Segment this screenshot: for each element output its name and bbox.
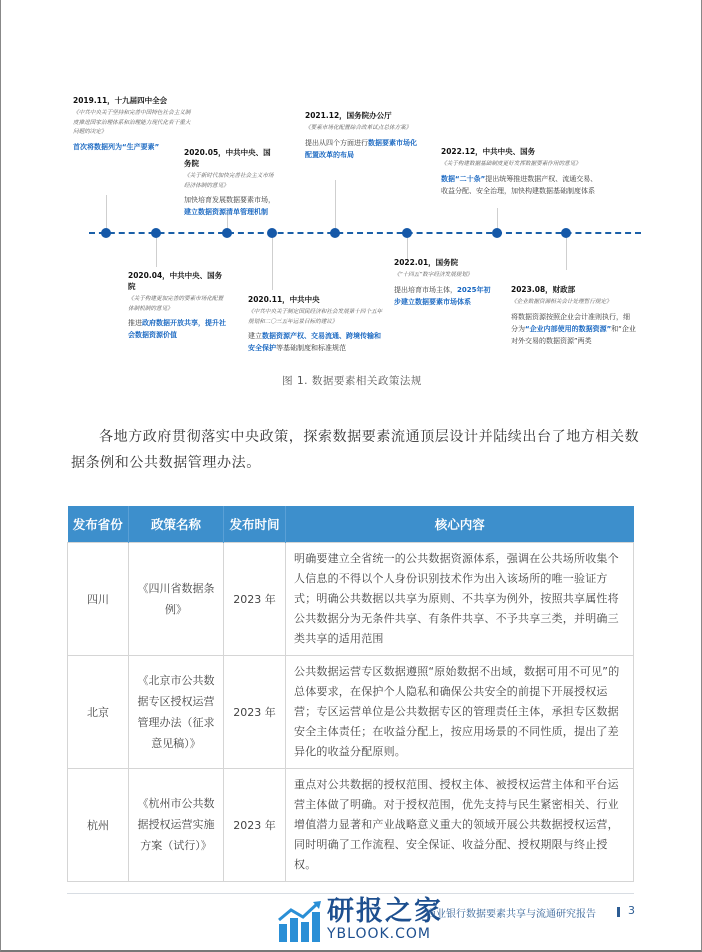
event-document: 《要素市场化配置综合改革试点总体方案》 [305, 125, 412, 131]
cell-core-content: 重点对公共数据的授权范围、授权主体、被授权运营主体和平台运营主体做了明确。对于授权范围，优先支持与民生紧密相关、行业增值潜力显著和产业战略意义重大的领域开展公共数据授权运营，同时明确了工作流程、安全保证、收益分配、授权期限与终止授权。 [286, 768, 634, 881]
body-paragraph: 各地方政府贯彻落实中央政策，探索数据要素流通顶层设计并陆续出台了地方相关数据条例和公共数据管理办法。 [71, 429, 640, 471]
event-document: 《企业数据资源相关会计处理暂行规定》 [511, 299, 612, 305]
event-description: 将数据资源按照企业会计准则执行，细分为“企业内部使用的数据资源”和“企业对外交易的数据资源”两类 [511, 312, 636, 345]
cell-release-time: 2023 年 [224, 768, 286, 881]
cell-policy-name: 《四川省数据条例》 [129, 542, 224, 655]
figure-caption: 图 1. 数据要素相关政策法规 [282, 375, 422, 387]
cell-policy-name: 《杭州市公共数据授权运营实施方案（试行）》 [129, 768, 224, 881]
cell-core-content: 公共数据运营专区数据遵照“原始数据不出域，数据可用不可见”的总体要求，在保护个人隐私和确保公共安全的前提下开展授权运营；专区运营单位是公共数据专区的管理责任主体，承担专区数据安全主体责任；在收益分配上，按应用场景的不同性质，提出了差异化的收益分配原则。 [286, 655, 634, 768]
event-description: 加快培育发展数据要素市场，建立数据资源清单管理机制 [184, 196, 275, 216]
cell-province: 四川 [68, 542, 129, 655]
timeline-event [184, 147, 276, 218]
table-header-row [68, 506, 634, 542]
timeline-dot [151, 228, 161, 238]
timeline-event [305, 110, 423, 161]
table-row [68, 768, 634, 881]
event-date: 2020.04，中共中央、国务院 [128, 271, 223, 291]
policy-timeline [1, 0, 702, 360]
header-release-time: 发布时间 [224, 506, 286, 542]
event-document: 《关于构建数据基础制度更好发挥数据要素作用的意见》 [441, 161, 581, 167]
footer-divider [67, 893, 634, 894]
event-document: 《中共中央关于制定国民经济和社会发展第十四个五年规划和二〇三五年远景目标的建议》 [248, 309, 383, 325]
page-number: 3 [628, 904, 635, 917]
cell-province: 北京 [68, 655, 129, 768]
footer-separator [617, 907, 620, 917]
cell-release-time: 2023 年 [224, 655, 286, 768]
cell-core-content: 明确要建立全省统一的公共数据资源体系，强调在公共场所收集个人信息的不得以个人身份识别技术作为出入该场所的唯一验证方式；明确公共数据以共享为原则、不共享为例外，按照共享属性将公共数据分为无条件共享、有条件共享、不予共享三类，并明确三类共享的适用范围 [286, 542, 634, 655]
event-description: 提出从四个方面进行数据要素市场化配置改革的布局 [305, 138, 417, 159]
timeline-stem [497, 208, 498, 230]
event-document: 《中共中央关于坚持和完善中国特色社会主义制度推进国家治理体系和治理能力现代化若干重大问题的决定》 [73, 110, 191, 135]
timeline-dot [492, 228, 502, 238]
timeline-dot [101, 228, 111, 238]
cell-policy-name: 《北京市公共数据专区授权运营管理办法（征求意见稿）》 [129, 655, 224, 768]
timeline-stem [272, 235, 273, 290]
timeline-dot [222, 228, 232, 238]
event-description: 数据“二十条”提出统筹推进数据产权、流通交易、收益分配、安全治理，加快构建数据基础制度体系 [441, 174, 598, 195]
timeline-dot [267, 228, 277, 238]
event-date: 2022.01，国务院 [394, 258, 459, 267]
timeline-stem [106, 195, 107, 230]
event-description: 建立数据资源产权、交易流通、跨境传输和安全保护等基础制度和标准规范 [248, 332, 381, 352]
logo-chinese: 研报之家 [327, 896, 443, 927]
timeline-stem [566, 235, 567, 270]
event-date: 2020.11，中共中央 [248, 295, 320, 304]
timeline-dot [561, 228, 571, 238]
timeline-event [128, 270, 228, 341]
event-description: 提出培育市场主体，2025年初步建立数据要素市场体系 [394, 285, 491, 306]
timeline-event [394, 257, 494, 308]
event-document: 《“十四五”数字经济发展规划》 [394, 272, 473, 278]
timeline-stem [335, 180, 336, 230]
event-description: 推进政府数据开放共享，提升社会数据资源价值 [128, 319, 226, 339]
timeline-event [511, 284, 636, 347]
header-province: 发布省份 [68, 506, 129, 542]
table-row [68, 542, 634, 655]
timeline-event [248, 294, 383, 354]
timeline-dot [330, 228, 340, 238]
event-date: 2022.12，中共中央、国务 [441, 147, 536, 156]
timeline-stem [156, 235, 157, 267]
policy-table [67, 506, 634, 882]
table-row [68, 655, 634, 768]
event-document: 《关于构建更加完善的要素市场化配置体制机制的意见》 [128, 296, 224, 312]
logo-english: YBLOOK.COM [327, 926, 432, 942]
timeline-dot [402, 228, 412, 238]
event-date: 2021.12，国务院办公厅 [305, 111, 392, 120]
header-policy-name: 政策名称 [129, 506, 224, 542]
timeline-axis [89, 232, 641, 234]
event-date: 2020.05，中共中央、国务院 [184, 148, 271, 168]
report-title: 商业银行数据要素共享与流通研究报告 [426, 909, 596, 920]
chart-growth-icon [277, 900, 323, 942]
event-date: 2019.11，十九届四中全会 [73, 96, 168, 105]
timeline-event [441, 146, 601, 197]
site-logo[interactable] [277, 898, 443, 942]
event-description: 首次将数据列为“生产要素” [73, 142, 160, 151]
event-date: 2023.08，财政部 [511, 285, 576, 294]
cell-release-time: 2023 年 [224, 542, 286, 655]
timeline-event [73, 95, 193, 153]
event-document: 《关于新时代加快完善社会主义市场经济体制的意见》 [184, 173, 274, 189]
header-core-content: 核心内容 [286, 506, 634, 542]
cell-province: 杭州 [68, 768, 129, 881]
